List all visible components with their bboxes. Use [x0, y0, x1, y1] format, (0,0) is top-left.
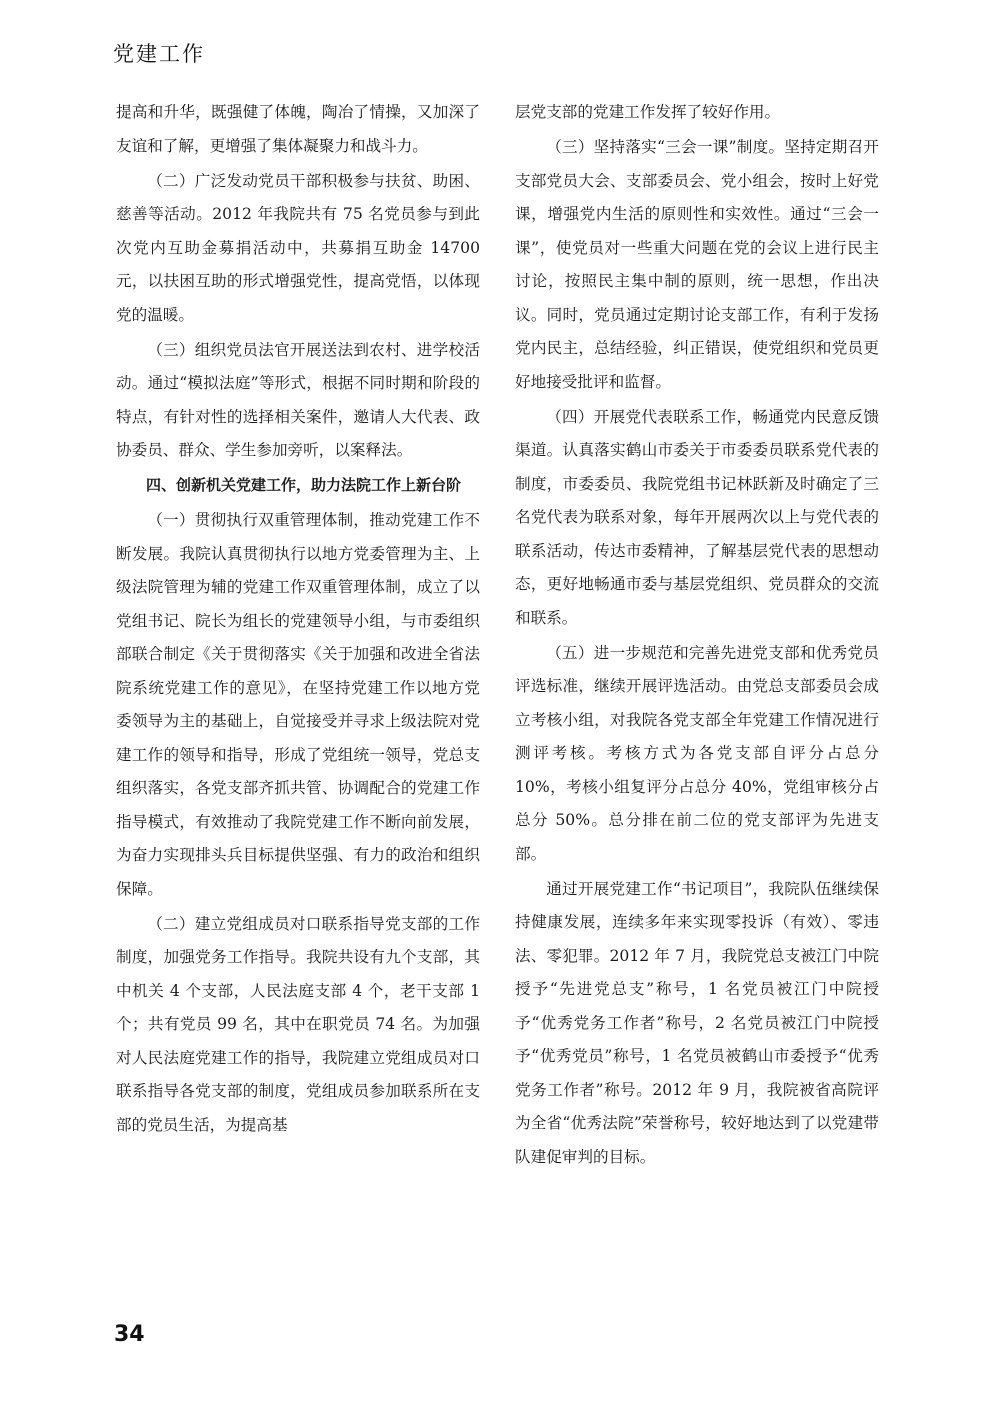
- right-column: [515, 96, 879, 1176]
- paragraph: 提高和升华，既强健了体魄，陶冶了情操，又加深了友谊和了解，更增强了集体凝聚力和战斗力。: [116, 103, 480, 155]
- paragraph: 通过开展党建工作“书记项目”，我院队伍继续保持健康发展，连续多年来实现零投诉（有效）、零违法、零犯罪。2012 年 7 月，我院党总支被江门中院授予“先进党总支”称号，1 名党员被江门中院授予“优秀党务工作者”称号，2 名党员被江门中院授予“优秀党员”称号，1 名党员被鹤山市委授予“优秀党务工作者”称号。2012 年 9 月，我院被省高院评为全省“优秀法院”荣誉称号，较好地达到了以党建带队建促审判的目标。: [515, 879, 879, 1166]
- paragraph: （三）组织党员法官开展送法到农村、进学校活动。通过“模拟法庭”等形式，根据不同时期和阶段的特点，有针对性的选择相关案件，邀请人大代表、政协委员、群众、学生参加旁听，以案释法。: [116, 340, 480, 460]
- section-header: 党建工作: [113, 42, 205, 66]
- paragraph: （一）贯彻执行双重管理体制，推动党建工作不断发展。我院认真贯彻执行以地方党委管理为主、上级法院管理为辅的党建工作双重管理体制，成立了以党组书记、院长为组长的党建领导小组，与市委组织部联合制定《关于贯彻落实《关于加强和改进全省法院系统党建工作的意见》，在坚持党建工作以地方党委领导为主的基础上，自觉接受并寻求上级法院对党建工作的领导和指导，形成了党组统一领导，党总支组织落实，各党支部齐抓共管、协调配合的党建工作指导模式，有效推动了我院党建工作不断向前发展，为奋力实现排头兵目标提供坚强、有力的政治和组织保障。: [116, 511, 480, 898]
- paragraph: （四）开展党代表联系工作，畅通党内民意反馈渠道。认真落实鹤山市委关于市委委员联系党代表的制度，市委委员、我院党组书记林跃新及时确定了三名党代表为联系对象，每年开展两次以上与党代表的联系活动，传达市委精神，了解基层党代表的思想动态，更好地畅通市委与基层党组织、党员群众的交流和联系。: [515, 407, 879, 627]
- paragraph: （二）广泛发动党员干部积极参与扶贫、助困、慈善等活动。2012 年我院共有 75 名党员参与到此次党内互助金募捐活动中，共募捐互助金 14700 元，以扶困互助的形式增强党性，提高党悟，以体现党的温暖。: [116, 171, 480, 324]
- page-number: 34: [114, 1322, 145, 1347]
- section-heading: 四、创新机关党建工作，助力法院工作上新台阶: [146, 476, 462, 495]
- paragraph: （三）坚持落实“三会一课”制度。坚持定期召开支部党员大会、支部委员会、党小组会，按时上好党课，增强党内生活的原则性和实效性。通过“三会一课”，使党员对一些重大问题在党的会议上进行民主讨论，按照民主集中制的原则，统一思想，作出决议。同时，党员通过定期讨论支部工作，有利于发扬党内民主，总结经验，纠正错误，使党组织和党员更好地接受批评和监督。: [515, 138, 879, 391]
- paragraph: 层党支部的党建工作发挥了较好作用。: [515, 103, 781, 121]
- left-column: [116, 96, 480, 1144]
- paragraph: （二）建立党组成员对口联系指导党支部的工作制度，加强党务工作指导。我院共设有九个支部，其中机关 4 个支部，人民法庭支部 4 个，老干支部 1 个；共有党员 99 名，其中在职党员 74 名。为加强对人民法庭党建工作的指导，我院建立党组成员对口联系指导各党支部的制度，党组成员参加联系所在支部的党员生活，为提高基: [116, 914, 480, 1134]
- paragraph: （五）进一步规范和完善先进党支部和优秀党员评选标准，继续开展评选活动。由党总支部委员会成立考核小组，对我院各党支部全年党建工作情况进行测评考核。考核方式为各党支部自评分占总分 10%，考核小组复评分占总分 40%，党组审核分占总分 50%。总分排在前二位的党支部评为先进支部。: [515, 643, 879, 863]
